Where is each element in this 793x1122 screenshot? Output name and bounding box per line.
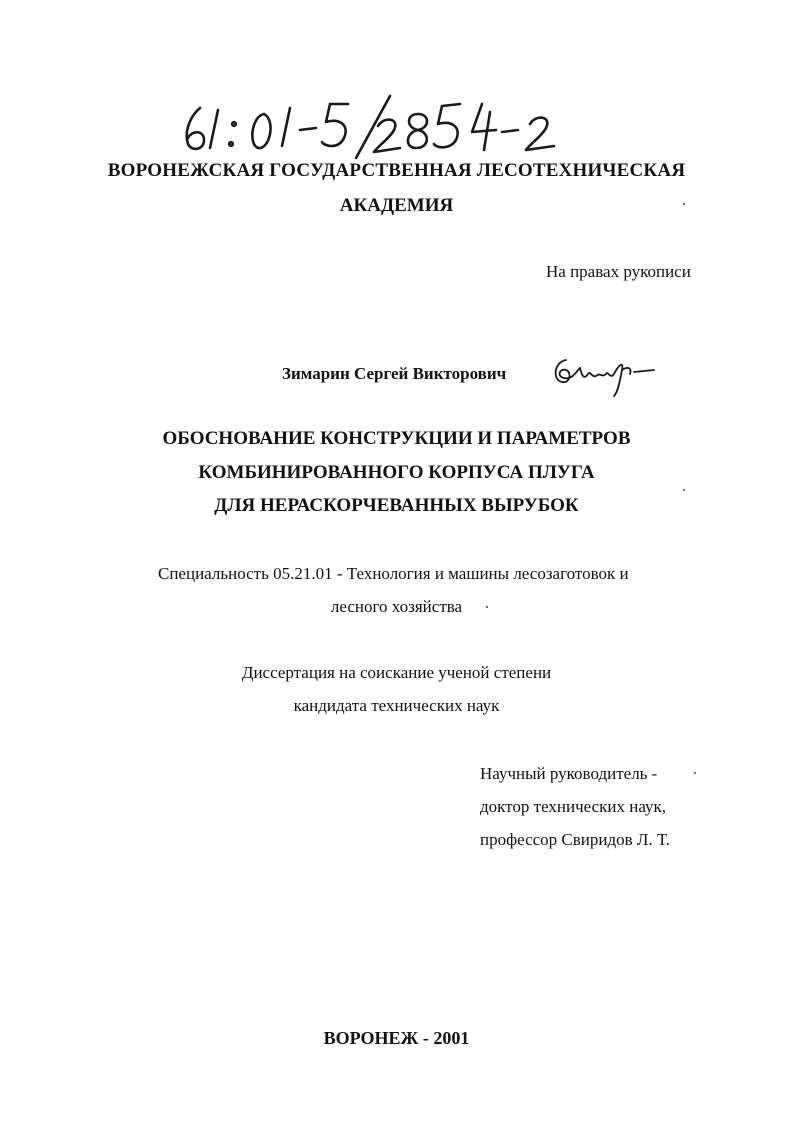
handwritten-catalog-number [178,92,558,162]
dissertation-title-line2: КОМБИНИРОВАННОГО КОРПУСА ПЛУГА [198,462,595,483]
degree-statement-line2: кандидата технических наук [293,696,500,715]
advisor-name: профессор Свиридов Л. Т. [480,830,670,849]
dissertation-title-line1: ОБОСНОВАНИЕ КОНСТРУКЦИИ И ПАРАМЕТРОВ [162,428,631,449]
scan-speck [683,489,685,491]
advisor-role: Научный руководитель - [480,764,658,783]
dissertation-title-line3: ДЛЯ НЕРАСКОРЧЕВАННЫХ ВЫРУБОК [214,495,579,516]
specialty-line2: лесного хозяйства [330,597,463,616]
specialty-line1: Специальность 05.21.01 - Технология и машины лесозаготовок и [158,564,629,583]
manuscript-rights-note: На правах рукописи [546,262,691,281]
institution-name-line1: ВОРОНЕЖСКАЯ ГОСУДАРСТВЕННАЯ ЛЕСОТЕХНИЧЕСКАЯ [107,160,686,181]
scan-speck [683,203,685,205]
scan-speck [486,606,488,608]
institution-name-line2: АКАДЕМИЯ [339,195,454,216]
degree-statement-line1: Диссертация на соискание ученой степени [241,663,552,682]
advisor-degree: доктор технических наук, [480,797,667,816]
author-name: Зимарин Сергей Викторович [282,364,507,383]
author-signature [548,350,658,398]
scan-speck [694,772,696,774]
city-year: ВОРОНЕЖ - 2001 [323,1028,470,1048]
